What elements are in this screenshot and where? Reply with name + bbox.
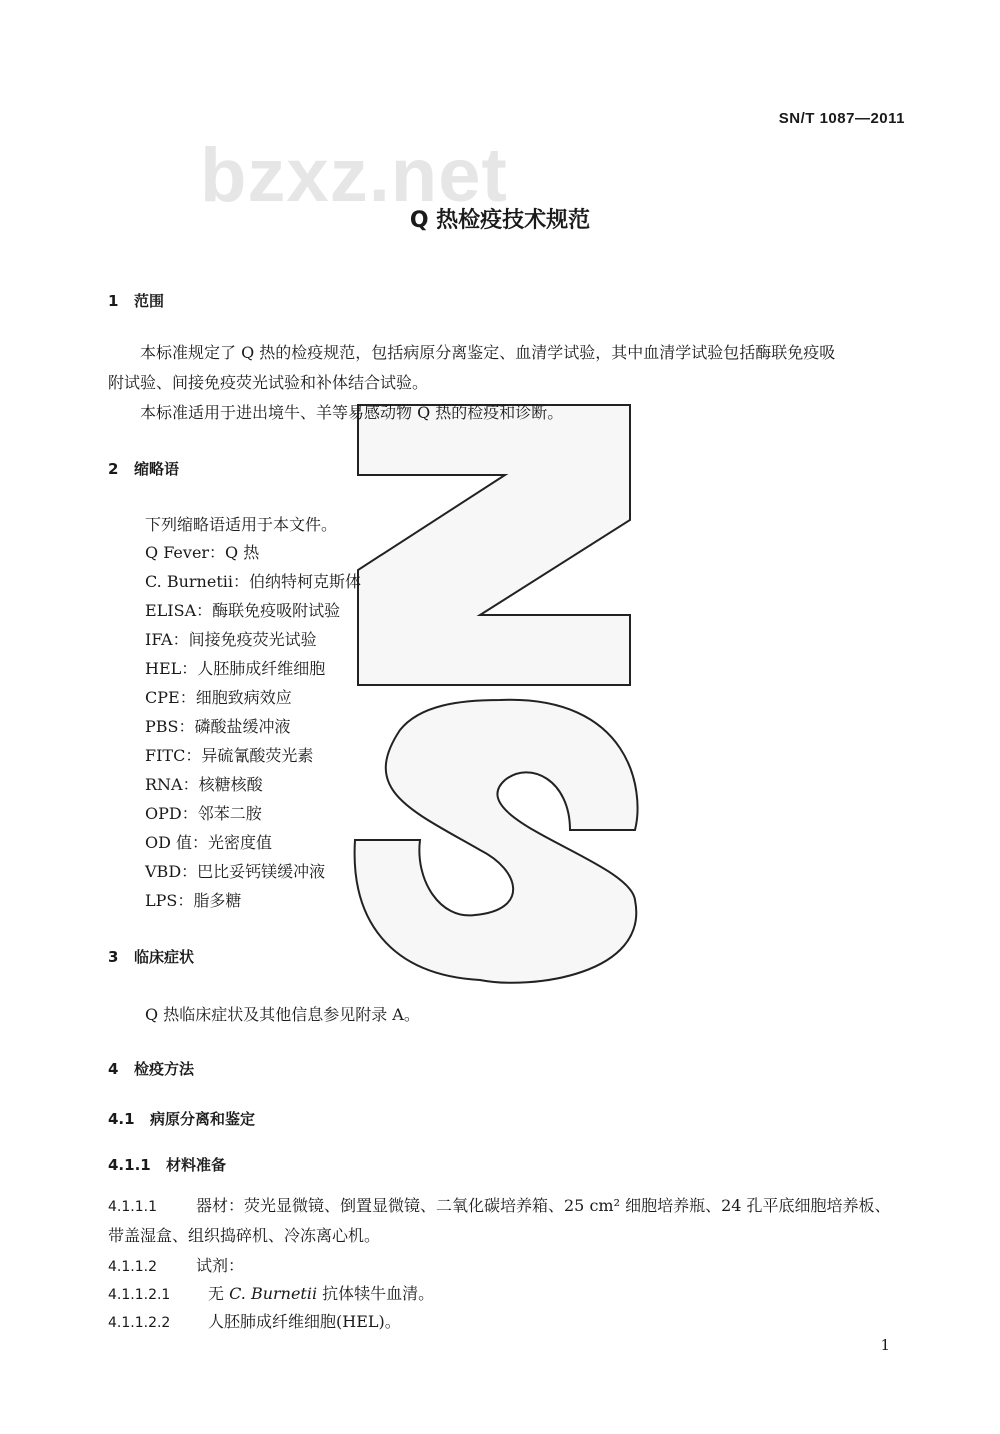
clause-4-1-1-1: 4.1.1.1 器材：荧光显微镜、倒置显微镜、二氧化碳培养箱、25 cm² 细胞培养瓶、24 孔平底细胞培养板、: [108, 1196, 891, 1215]
abbreviation-item: ELISA：酶联免疫吸附试验: [145, 601, 341, 620]
section-3-heading: 3 临床症状: [108, 948, 195, 966]
abbrev-intro: 下列缩略语适用于本文件。: [145, 515, 338, 534]
section-2-heading: 2 缩略语: [108, 460, 180, 478]
abbreviation-item: LPS：脂多糖: [145, 891, 242, 910]
section-4-1-1-heading: 4.1.1 材料准备: [108, 1156, 227, 1174]
standard-number: SN/T 1087—2011: [778, 110, 905, 127]
abbreviation-item: HEL：人胚肺成纤维细胞: [145, 659, 326, 678]
scope-paragraph-2: 本标准适用于进出境牛、羊等易感动物 Q 热的检疫和诊断。: [140, 403, 564, 422]
abbreviation-item: OD 值：光密度值: [145, 833, 273, 852]
watermark: bzxz.net: [200, 133, 508, 218]
document-title: Q 热检疫技术规范: [409, 208, 591, 233]
section-4-heading: 4 检疫方法: [108, 1060, 195, 1078]
section-4-1-heading: 4.1 病原分离和鉴定: [108, 1110, 256, 1128]
abbreviation-item: FITC：异硫氰酸荧光素: [145, 746, 314, 765]
abbreviation-item: VBD：巴比妥钙镁缓冲液: [145, 862, 326, 881]
abbreviation-item: PBS：磷酸盐缓冲液: [145, 717, 291, 736]
clause-4-1-1-2-2: 4.1.1.2.2 人胚肺成纤维细胞(HEL)。: [108, 1312, 401, 1331]
abbreviation-item: OPD：邻苯二胺: [145, 804, 262, 823]
scope-paragraph-1a: 本标准规定了 Q 热的检疫规范，包括病原分离鉴定、血清学试验，其中血清学试验包括酶联免疫吸: [140, 343, 836, 362]
sn-stamp: [330, 400, 650, 990]
abbreviation-item: CPE：细胞致病效应: [145, 688, 292, 707]
scope-paragraph-1b: 附试验、间接免疫荧光试验和补体结合试验。: [108, 373, 429, 392]
abbreviation-item: Q Fever：Q 热: [145, 543, 260, 562]
section-1-heading: 1 范围: [108, 292, 165, 310]
clause-4-1-1-2: 4.1.1.2 试剂：: [108, 1256, 245, 1275]
abbreviation-item: C. Burnetii：伯纳特柯克斯体: [145, 572, 361, 591]
page-number: 1: [880, 1336, 890, 1354]
abbreviation-item: RNA：核糖核酸: [145, 775, 263, 794]
abbreviation-item: IFA：间接免疫荧光试验: [145, 630, 317, 649]
clause-4-1-1-1-cont: 带盖湿盒、组织捣碎机、冷冻离心机。: [108, 1226, 381, 1245]
clause-4-1-1-2-1: 4.1.1.2.1 无 C. Burnetii 抗体犊牛血清。: [108, 1284, 435, 1303]
clinical-paragraph: Q 热临床症状及其他信息参见附录 A。: [145, 1005, 420, 1024]
